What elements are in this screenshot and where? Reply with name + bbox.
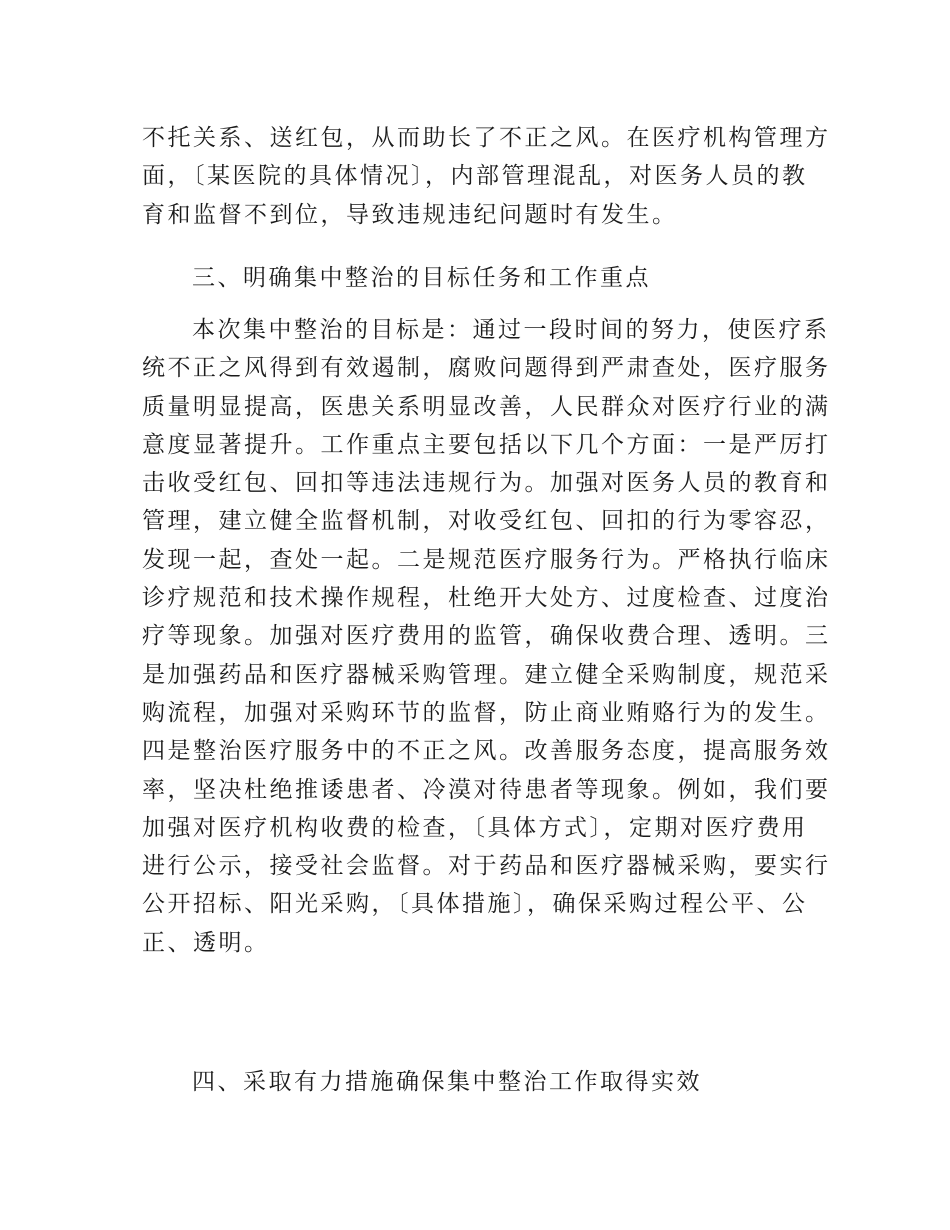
paragraph-line: 面，〔某医院的具体情况〕，内部管理混乱，对医务人员的教 — [142, 163, 808, 190]
paragraph-line: 率，坚决杜绝推诿患者、冷漠对待患者等现象。例如，我们要 — [142, 776, 831, 803]
paragraph-line: 发现一起，查处一起。二是规范医疗服务行为。严格执行临床 — [142, 546, 831, 573]
paragraph-line: 公开招标、阳光采购，〔具体措施〕，确保采购过程公平、公 — [142, 891, 808, 918]
paragraph-line: 疗等现象。加强对医疗费用的监管，确保收费合理、透明。三 — [142, 623, 831, 650]
paragraph-line: 四是整治医疗服务中的不正之风。改善服务态度，提高服务效 — [142, 738, 831, 765]
paragraph-line: 统不正之风得到有效遏制，腐败问题得到严肃查处，医疗服务 — [142, 355, 831, 382]
paragraph-line: 本次集中整治的目标是：通过一段时间的努力，使医疗系 — [192, 317, 830, 343]
section-4-heading: 四、采取有力措施确保集中整治工作取得实效 — [192, 1069, 702, 1095]
paragraph-line: 是加强药品和医疗器械采购管理。建立健全采购制度，规范采 — [142, 661, 831, 688]
paragraph-line: 购流程，加强对采购环节的监督，防止商业贿赂行为的发生。 — [142, 699, 831, 726]
paragraph-line: 意度显著提升。工作重点主要包括以下几个方面：一是严厉打 — [142, 431, 831, 458]
paragraph-line: 加强对医疗机构收费的检查，〔具体方式〕，定期对医疗费用 — [142, 814, 808, 841]
paragraph-line: 不托关系、送红包，从而助长了不正之风。在医疗机构管理方 — [142, 125, 831, 151]
paragraph-line: 诊疗规范和技术操作规程，杜绝开大处方、过度检查、过度治 — [142, 585, 831, 612]
paragraph-line: 正、透明。 — [142, 929, 270, 956]
paragraph-line: 质量明显提高，医患关系明显改善，人民群众对医疗行业的满 — [142, 393, 831, 420]
continued-paragraph — [142, 119, 831, 234]
section-3-heading: 三、明确集中整治的目标任务和工作重点 — [192, 265, 651, 291]
section-3-paragraph — [142, 311, 831, 962]
paragraph-line: 击收受红包、回扣等违法违规行为。加强对医务人员的教育和 — [142, 470, 831, 497]
paragraph-line: 进行公示，接受社会监督。对于药品和医疗器械采购，要实行 — [142, 853, 831, 880]
paragraph-line: 育和监督不到位，导致违规违纪问题时有发生。 — [142, 201, 678, 228]
paragraph-line: 管理，建立健全监督机制，对收受红包、回扣的行为零容忍， — [142, 508, 831, 535]
